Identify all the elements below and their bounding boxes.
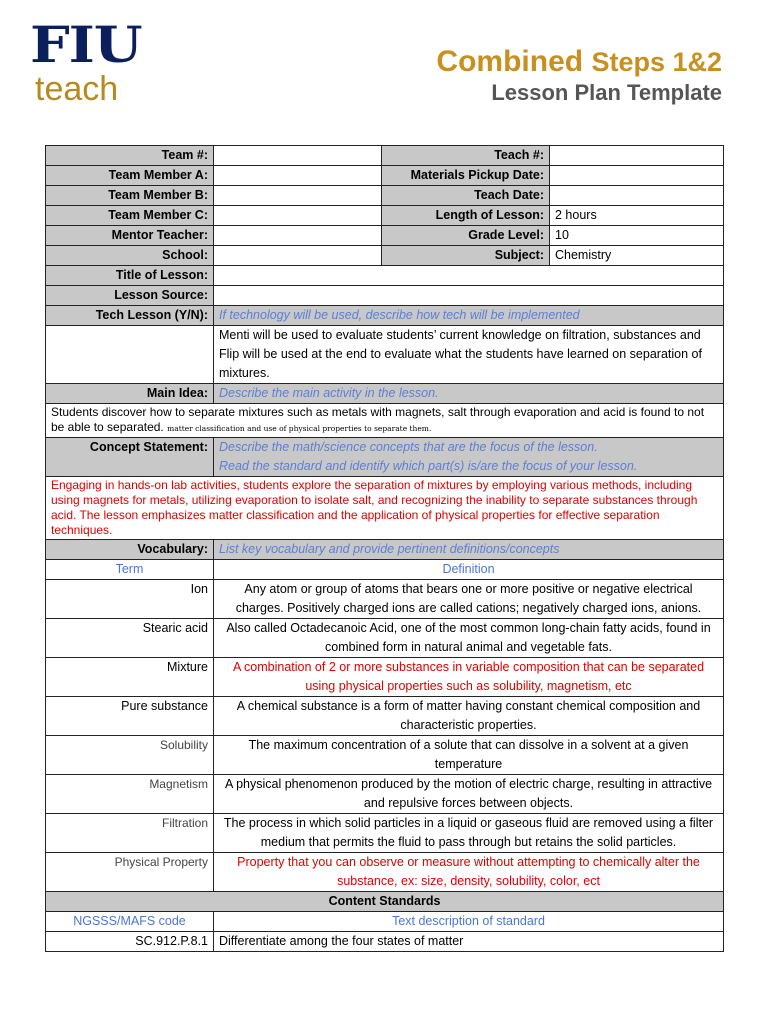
main-idea-body: Students discover how to separate mixtures such as metals with magnets, salt through evaporation and acid is found to not be able to separated. [51,405,705,434]
field-team-no[interactable] [214,146,382,166]
field-member-b[interactable] [214,186,382,206]
label-materials-pickup: Materials Pickup Date: [382,166,550,186]
vocab-term[interactable]: Magnetism [46,775,214,814]
vocab-term[interactable]: Filtration [46,814,214,853]
tech-blank [46,326,214,384]
field-mentor[interactable] [214,226,382,246]
vocab-term[interactable]: Physical Property [46,853,214,892]
vocab-def[interactable]: Property that you can observe or measure without attempting to chemically alter the substance, ex: size, density, solubility, color, ect [214,853,724,892]
label-subject: Subject: [382,246,550,266]
label-member-c: Team Member C: [46,206,214,226]
code-header: NGSSS/MAFS code [46,912,214,932]
label-teach-date: Teach Date: [382,186,550,206]
definition-header: Definition [214,560,724,580]
label-lesson-source: Lesson Source: [46,286,214,306]
tech-hint: If technology will be used, describe how tech will be implemented [214,306,724,326]
label-mentor: Mentor Teacher: [46,226,214,246]
title-steps: Steps 1&2 [591,47,722,77]
vocab-term[interactable]: Pure substance [46,697,214,736]
vocab-hint: List key vocabulary and provide pertinent definitions/concepts [214,540,724,560]
lesson-plan-table [45,145,724,952]
vocab-term[interactable]: Stearic acid [46,619,214,658]
concept-hint-1: Describe the math/science concepts that are the focus of the lesson. [219,440,598,454]
logo-teach: teach [35,70,119,108]
vocab-def[interactable]: A physical phenomenon produced by the motion of electric charge, resulting in attractive and repulsive forces between objects. [214,775,724,814]
vocab-def[interactable]: A combination of 2 or more substances in variable composition that can be separated using physical properties such as solubility, magnetism, etc [214,658,724,697]
concept-hint [214,438,724,477]
label-length: Length of Lesson: [382,206,550,226]
field-grade[interactable]: 10 [550,226,724,246]
vocab-term[interactable]: Ion [46,580,214,619]
field-length[interactable]: 2 hours [550,206,724,226]
concept-text[interactable]: Engaging in hands-on lab activities, students explore the separation of mixtures by employing various methods, including using magnets for metals, utilizing evaporation to isolate salt, and recognizing the inability to separate substances through acid. The lesson emphasizes matter classification and the application of physical properties for effective separation techniques. [46,477,724,540]
vocab-def[interactable]: Also called Octadecanoic Acid, one of the most common long-chain fatty acids, found in combined form in natural animal and vegetable fats. [214,619,724,658]
vocab-def[interactable]: The process in which solid particles in a liquid or gaseous fluid are removed using a filter medium that permits the fluid to pass through but retains the solid particles. [214,814,724,853]
logo-fiu: FIU [30,15,142,74]
main-idea-text[interactable] [46,404,724,438]
vocab-def[interactable]: Any atom or group of atoms that bears one or more positive or negative electrical charges. Positively charged ions are called cations; negatively charged ions, anions. [214,580,724,619]
label-grade: Grade Level: [382,226,550,246]
field-materials-pickup[interactable] [550,166,724,186]
page-subtitle: Lesson Plan Template [491,80,722,105]
concept-hint-2: Read the standard and identify which part(s) is/are the focus of your lesson. [219,459,638,473]
field-member-c[interactable] [214,206,382,226]
field-lesson-source[interactable] [214,286,724,306]
standard-desc-header: Text description of standard [214,912,724,932]
term-header: Term [46,560,214,580]
page-title [436,44,722,80]
field-teach-no[interactable] [550,146,724,166]
label-lesson-title: Title of Lesson: [46,266,214,286]
label-team-no: Team #: [46,146,214,166]
field-lesson-title[interactable] [214,266,724,286]
field-member-a[interactable] [214,166,382,186]
label-main-idea: Main Idea: [46,384,214,404]
label-concept: Concept Statement: [46,438,214,477]
vocab-term[interactable]: Mixture [46,658,214,697]
label-vocabulary: Vocabulary: [46,540,214,560]
standard-code[interactable]: SC.912.P.8.1 [46,932,214,952]
label-school: School: [46,246,214,266]
title-combined: Combined [436,45,584,78]
field-subject[interactable]: Chemistry [550,246,724,266]
content-standards-header: Content Standards [46,892,724,912]
label-teach-no: Teach #: [382,146,550,166]
main-idea-hint: Describe the main activity in the lesson. [214,384,724,404]
label-member-b: Team Member B: [46,186,214,206]
main-idea-small: matter classification and use of physical properties to separate them. [167,424,432,433]
field-school[interactable] [214,246,382,266]
vocab-def[interactable]: The maximum concentration of a solute that can dissolve in a solvent at a given temperature [214,736,724,775]
label-tech-lesson: Tech Lesson (Y/N): [46,306,214,326]
field-teach-date[interactable] [550,186,724,206]
fiu-teach-logo [30,15,150,115]
standard-desc[interactable]: Differentiate among the four states of matter [214,932,724,952]
tech-text[interactable]: Menti will be used to evaluate students’ current knowledge on filtration, substances and Flip will be used at the end to evaluate what the students have learned on separation of mixtures. [214,326,724,384]
label-member-a: Team Member A: [46,166,214,186]
vocab-def[interactable]: A chemical substance is a form of matter having constant chemical composition and characteristic properties. [214,697,724,736]
vocab-term[interactable]: Solubility [46,736,214,775]
